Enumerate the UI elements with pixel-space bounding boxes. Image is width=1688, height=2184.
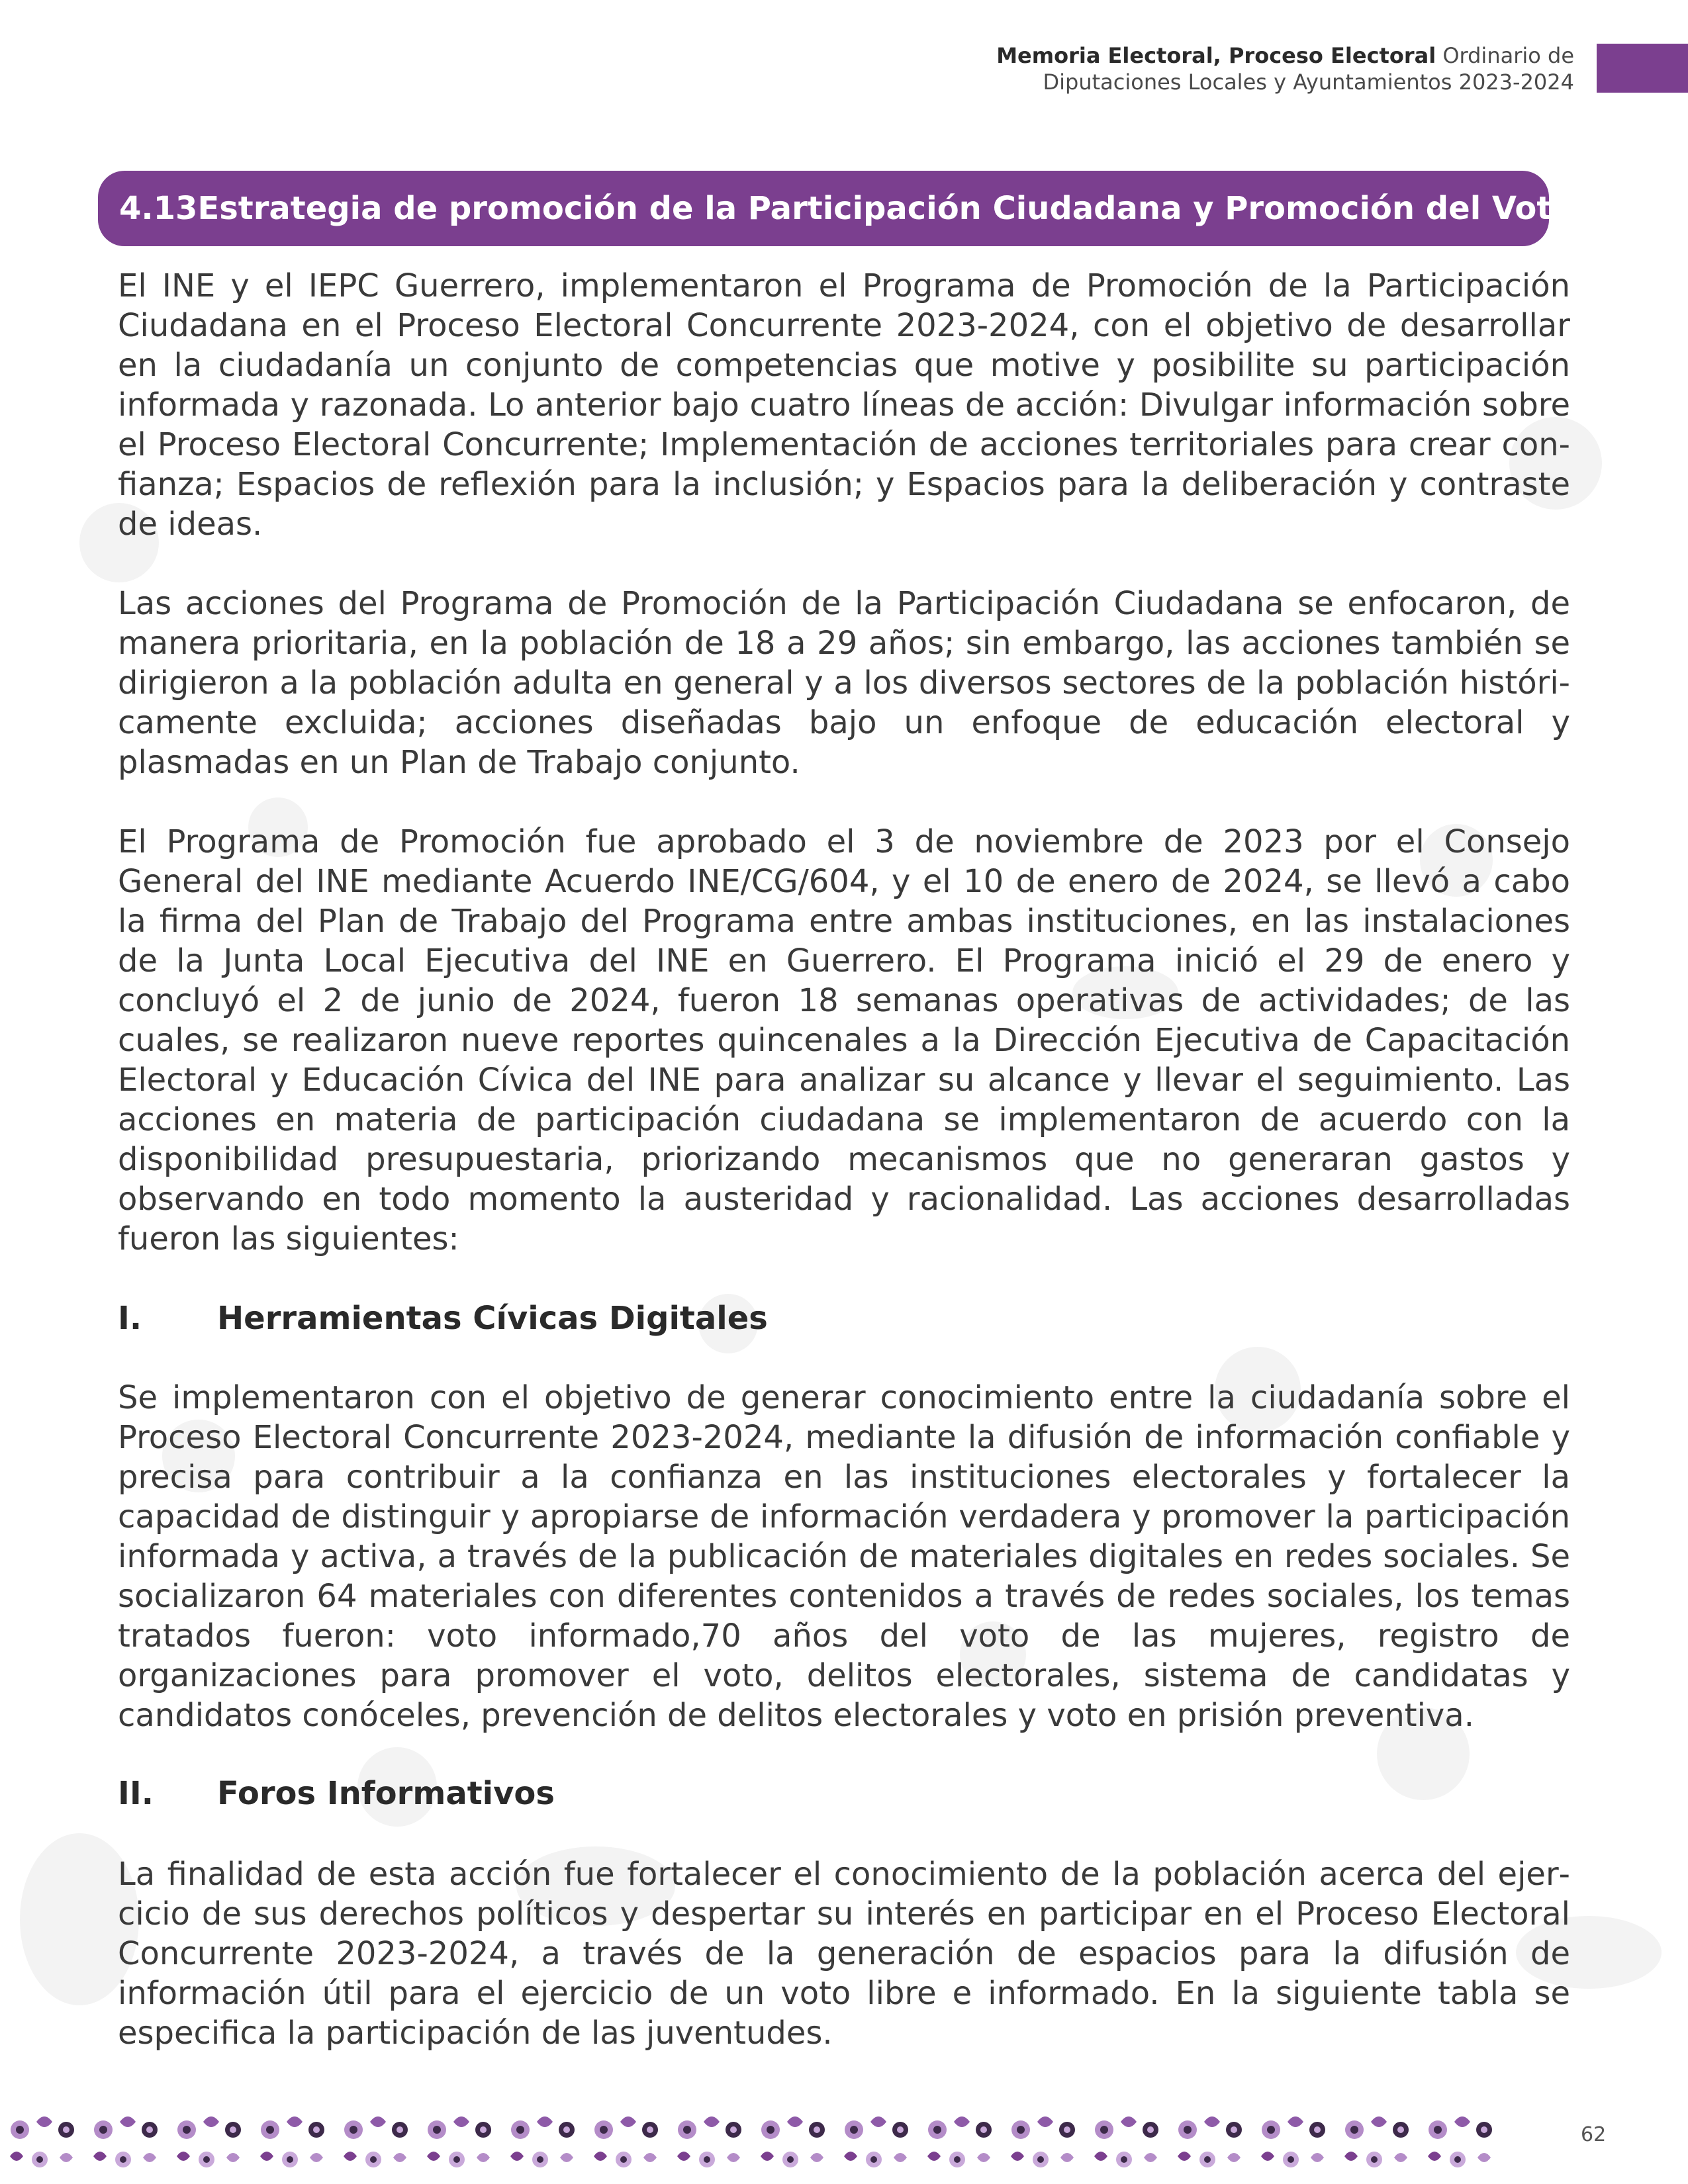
subsection-title: Herramientas Cívicas Digitales (217, 1300, 768, 1337)
section-title: Estrategia de promoción de la Participación Ciudadana y Promoción del Voto (197, 190, 1574, 227)
header-title-bold: Memoria Electoral, Proceso Electoral (996, 43, 1436, 68)
section-number: 4.13 (119, 190, 198, 227)
paragraph-2: Las acciones del Programa de Promoción de la Participación Ciudadana se enfocaron, de manera prioritaria, en la población de 18 a 29 años; sin embargo, las acciones también se dirigieron a la población adulta en general y a los diversos sectores de la población históricamente excluida; acciones diseñadas bajo un enfoque de educación electoral y plasmadas en un Plan de Trabajo conjunto. (118, 585, 1570, 781)
subsection-heading-1 (118, 1300, 768, 1337)
paragraph-3: El Programa de Promoción fue aprobado el 3 de noviembre de 2023 por el Consejo General del INE mediante Acuerdo INE/CG/604, y el 10 de enero de 2024, se llevó a cabo la firma del Plan de Trabajo del Programa entre ambas instituciones, en las instalaciones de la Junta Local Ejecutiva del INE en Guerrero. El Programa inició el 29 de enero y concluyó el 2 de junio de 2024, fueron 18 semanas operativas de actividades; de las cuales, se realizaron nueve reportes quincenales a la Dirección Ejecutiva de Capacitación Electoral y Educación Cívica del INE para analizar su alcance y llevar el seguimiento. Las acciones en materia de participación ciudadana se implementaron de acuerdo con la disponibilidad presupuestaria, priorizando mecanismos que no generaran gastos y observando en todo momento la austeridad y racionalidad. Las acciones desarrolladas fueron las siguientes: (118, 823, 1570, 1257)
embroidery-border (0, 2103, 1506, 2184)
subsection-number: II. (118, 1775, 154, 1812)
subsection-2-paragraph: La finalidad de esta acción fue fortalecer el conocimiento de la población acerca del ejercicio de sus derechos políticos y despertar su interés en participar en el Proceso Electoral Concurrente 2023-2024, a través de la generación de espacios para la difusión de información útil para el ejercicio de un voto libre e informado. En la siguiente tabla se especifica la participación de las juventudes. (118, 1856, 1570, 2052)
subsection-1-paragraph: Se implementaron con el objetivo de generar conocimiento entre la ciudadanía sobre el Proceso Electoral Concurrente 2023-2024, mediante la difusión de información confiable y precisa para contribuir a la confianza en las instituciones electorales y fortalecer la capacidad de distinguir y apropiarse de información verdadera y promover la participación informada y activa, a través de la publicación de materiales digitales en redes sociales. Se socializaron 64 materiales con diferentes contenidos a través de redes sociales, los temas tratados fueron: voto informado,70 años del voto de las mujeres, registro de organizaciones para promover el voto, delitos electorales, sistema de candidatas y candidatos conóceles, prevención de delitos electorales y voto en prisión preventiva. (118, 1379, 1570, 1734)
subsection-heading-2 (118, 1775, 555, 1812)
header-title-rest: Ordinario de (1442, 43, 1574, 68)
subsection-title: Foros Informativos (217, 1775, 555, 1812)
header-accent-block (1597, 44, 1688, 93)
section-heading (98, 171, 1574, 246)
running-header (647, 42, 1574, 95)
paragraph-1: El INE y el IEPC Guerrero, implementaron el Programa de Promoción de la Participación Ciudadana en el Proceso Electoral Concurrente 2023-2024, con el objetivo de desarrollar en la ciudadanía un conjunto de competencias que motive y posibilite su participación informada y razonada. Lo anterior bajo cuatro líneas de acción: Divulgar información sobre el Proceso Electoral Concurrente; Implementación de acciones territoriales para crear confianza; Espacios de reflexión para la inclusión; y Espacios para la deliberación y contraste de ideas. (118, 267, 1570, 543)
subsection-number: I. (118, 1300, 142, 1337)
header-subtitle: Diputaciones Locales y Ayuntamientos 2023-2024 (1043, 69, 1574, 95)
page-number: 62 (1581, 2123, 1607, 2146)
